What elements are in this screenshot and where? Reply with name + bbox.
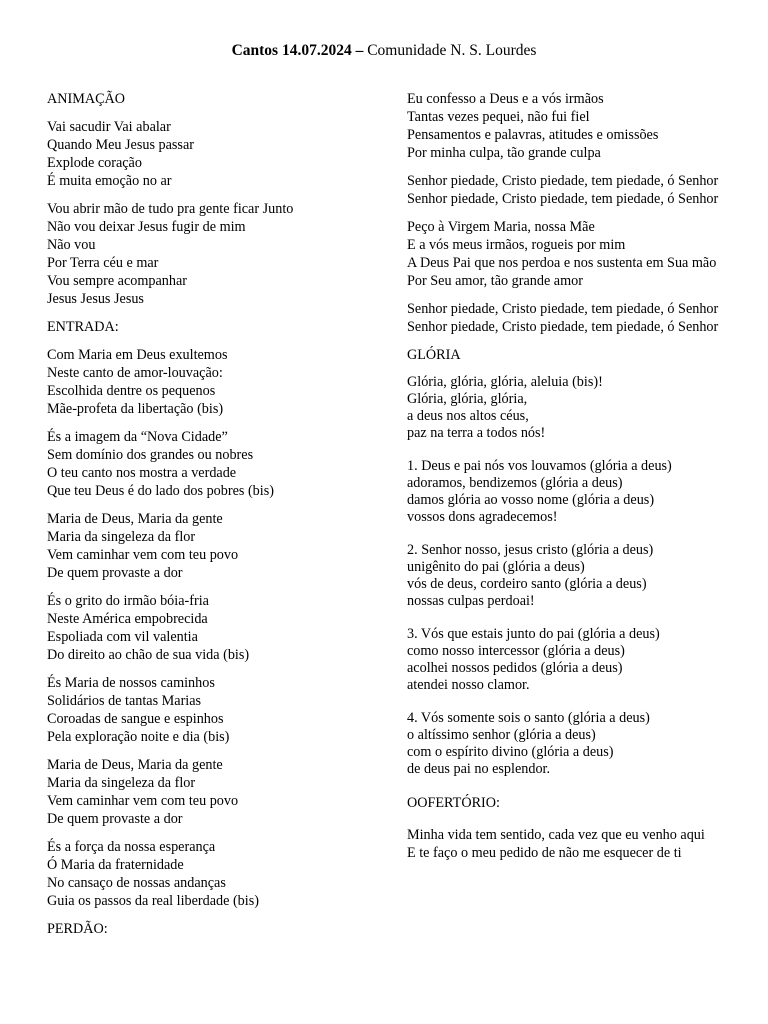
lyric-line: Vou abrir mão de tudo pra gente ficar Junto <box>47 201 294 217</box>
lyric-line: Peço à Virgem Maria, nossa Mãe <box>407 219 595 235</box>
stanza <box>407 542 727 610</box>
lyric-line: Escolhida dentre os pequenos <box>47 383 216 399</box>
stanza <box>407 626 727 694</box>
lyric-line: De quem provaste a dor <box>47 811 183 827</box>
lyric-line: Eu confesso a Deus e a vós irmãos <box>407 91 604 107</box>
lyric-line: Neste canto de amor-louvação: <box>47 365 223 381</box>
section-heading-ofertorio: OOFERTÓRIO: <box>407 795 500 811</box>
lyric-line: És a imagem da “Nova Cidade” <box>47 429 228 445</box>
lyric-line: A Deus Pai que nos perdoa e nos sustenta em Sua mão <box>407 255 717 271</box>
stanza <box>407 458 727 526</box>
lyric-line: Glória, glória, glória, <box>407 391 528 407</box>
lyric-line: Guia os passos da real liberdade (bis) <box>47 893 259 909</box>
stanza <box>407 300 727 336</box>
lyric-line: Ó Maria da fraternidade <box>47 857 184 873</box>
section-heading-perdao: PERDÃO: <box>47 921 108 937</box>
lyric-line: Neste América empobrecida <box>47 611 208 627</box>
lyric-line: Que teu Deus é do lado dos pobres (bis) <box>47 483 274 499</box>
lyric-line: Por Seu amor, tão grande amor <box>407 273 583 289</box>
section-heading-animacao: ANIMAÇÃO <box>47 91 126 107</box>
section-heading-entrada: ENTRADA: <box>47 319 119 335</box>
lyric-line: vossos dons agradecemos! <box>407 509 558 525</box>
title-date: Cantos 14.07.2024 – <box>231 42 364 59</box>
stanza <box>47 428 367 500</box>
stanza <box>47 200 367 308</box>
lyric-line: No cansaço de nossas andanças <box>47 875 226 891</box>
lyric-line: unigênito do pai (glória a deus) <box>407 559 585 575</box>
lyric-line: E a vós meus irmãos, rogueis por mim <box>407 237 626 253</box>
lyric-line: Não vou deixar Jesus fugir de mim <box>47 219 246 235</box>
lyric-line: Espoliada com vil valentia <box>47 629 198 645</box>
lyric-line: Solidários de tantas Marias <box>47 693 202 709</box>
lyric-line: nossas culpas perdoai! <box>407 593 535 609</box>
lyric-line: 1. Deus e pai nós vos louvamos (glória a deus) <box>407 458 672 474</box>
lyric-line: paz na terra a todos nós! <box>407 425 546 441</box>
stanza <box>407 172 727 208</box>
lyric-line: Pensamentos e palavras, atitudes e omissões <box>407 127 659 143</box>
lyric-line: Não vou <box>47 237 96 253</box>
stanza <box>407 218 727 290</box>
lyric-line: De quem provaste a dor <box>47 565 183 581</box>
lyric-line: 3. Vós que estais junto do pai (glória a deus) <box>407 626 660 642</box>
lyric-line: Por minha culpa, tão grande culpa <box>407 145 601 161</box>
right-column <box>407 90 727 872</box>
lyric-line: acolhei nossos pedidos (glória a deus) <box>407 660 623 676</box>
lyric-line: És Maria de nossos caminhos <box>47 675 215 691</box>
lyric-line: Do direito ao chão de sua vida (bis) <box>47 647 250 663</box>
lyric-line: Senhor piedade, Cristo piedade, tem piedade, ó Senhor <box>407 301 719 317</box>
lyric-line: Maria de Deus, Maria da gente <box>47 511 223 527</box>
stanza <box>47 118 367 190</box>
lyric-line: Minha vida tem sentido, cada vez que eu venho aqui <box>407 827 705 843</box>
lyric-line: Vem caminhar vem com teu povo <box>47 793 239 809</box>
lyric-line: Glória, glória, glória, aleluia (bis)! <box>407 374 603 390</box>
stanza <box>407 374 727 442</box>
left-column <box>47 90 367 948</box>
lyric-line: adoramos, bendizemos (glória a deus) <box>407 475 623 491</box>
lyric-line: Maria da singeleza da flor <box>47 529 196 545</box>
lyric-line: atendei nosso clamor. <box>407 677 530 693</box>
lyric-line: Tantas vezes pequei, não fui fiel <box>407 109 590 125</box>
stanza <box>407 710 727 778</box>
stanza <box>407 826 727 862</box>
lyric-line: O teu canto nos mostra a verdade <box>47 465 237 481</box>
stanza <box>47 592 367 664</box>
lyric-line: E te faço o meu pedido de não me esquecer de ti <box>407 845 682 861</box>
stanza <box>47 674 367 746</box>
lyric-line: Quando Meu Jesus passar <box>47 137 194 153</box>
lyric-line: És o grito do irmão bóia-fria <box>47 593 209 609</box>
lyric-line: Sem domínio dos grandes ou nobres <box>47 447 254 463</box>
lyric-line: Vou sempre acompanhar <box>47 273 187 289</box>
lyric-line: Maria da singeleza da flor <box>47 775 196 791</box>
lyric-line: vós de deus, cordeiro santo (glória a deus) <box>407 576 647 592</box>
lyric-line: Jesus Jesus Jesus <box>47 291 144 307</box>
stanza <box>47 838 367 910</box>
stanza <box>47 510 367 582</box>
lyric-line: 4. Vós somente sois o santo (glória a deus) <box>407 710 650 726</box>
lyric-line: Senhor piedade, Cristo piedade, tem piedade, ó Senhor <box>407 173 719 189</box>
lyric-line: damos glória ao vosso nome (glória a deus) <box>407 492 655 508</box>
stanza <box>47 756 367 828</box>
lyric-line: Com Maria em Deus exultemos <box>47 347 228 363</box>
page-title <box>0 42 768 60</box>
lyric-line: 2. Senhor nosso, jesus cristo (glória a deus) <box>407 542 654 558</box>
lyric-line: Maria de Deus, Maria da gente <box>47 757 223 773</box>
lyric-line: Mãe-profeta da libertação (bis) <box>47 401 224 417</box>
lyric-line: É muita emoção no ar <box>47 173 172 189</box>
lyric-line: de deus pai no esplendor. <box>407 761 551 777</box>
stanza <box>407 90 727 162</box>
section-heading-gloria: GLÓRIA <box>407 347 461 363</box>
lyric-line: Por Terra céu e mar <box>47 255 159 271</box>
lyric-line: Explode coração <box>47 155 142 171</box>
lyric-line: a deus nos altos céus, <box>407 408 529 424</box>
lyric-line: como nosso intercessor (glória a deus) <box>407 643 625 659</box>
lyric-line: com o espírito divino (glória a deus) <box>407 744 614 760</box>
stanza <box>47 346 367 418</box>
lyric-line: Coroadas de sangue e espinhos <box>47 711 224 727</box>
lyric-line: Vem caminhar vem com teu povo <box>47 547 239 563</box>
lyric-line: o altíssimo senhor (glória a deus) <box>407 727 596 743</box>
lyric-line: És a força da nossa esperança <box>47 839 216 855</box>
lyric-line: Senhor piedade, Cristo piedade, tem piedade, ó Senhor <box>407 319 719 335</box>
title-community: Comunidade N. S. Lourdes <box>363 42 537 59</box>
lyric-line: Senhor piedade, Cristo piedade, tem piedade, ó Senhor <box>407 191 719 207</box>
lyric-line: Pela exploração noite e dia (bis) <box>47 729 230 745</box>
lyric-line: Vai sacudir Vai abalar <box>47 119 171 135</box>
